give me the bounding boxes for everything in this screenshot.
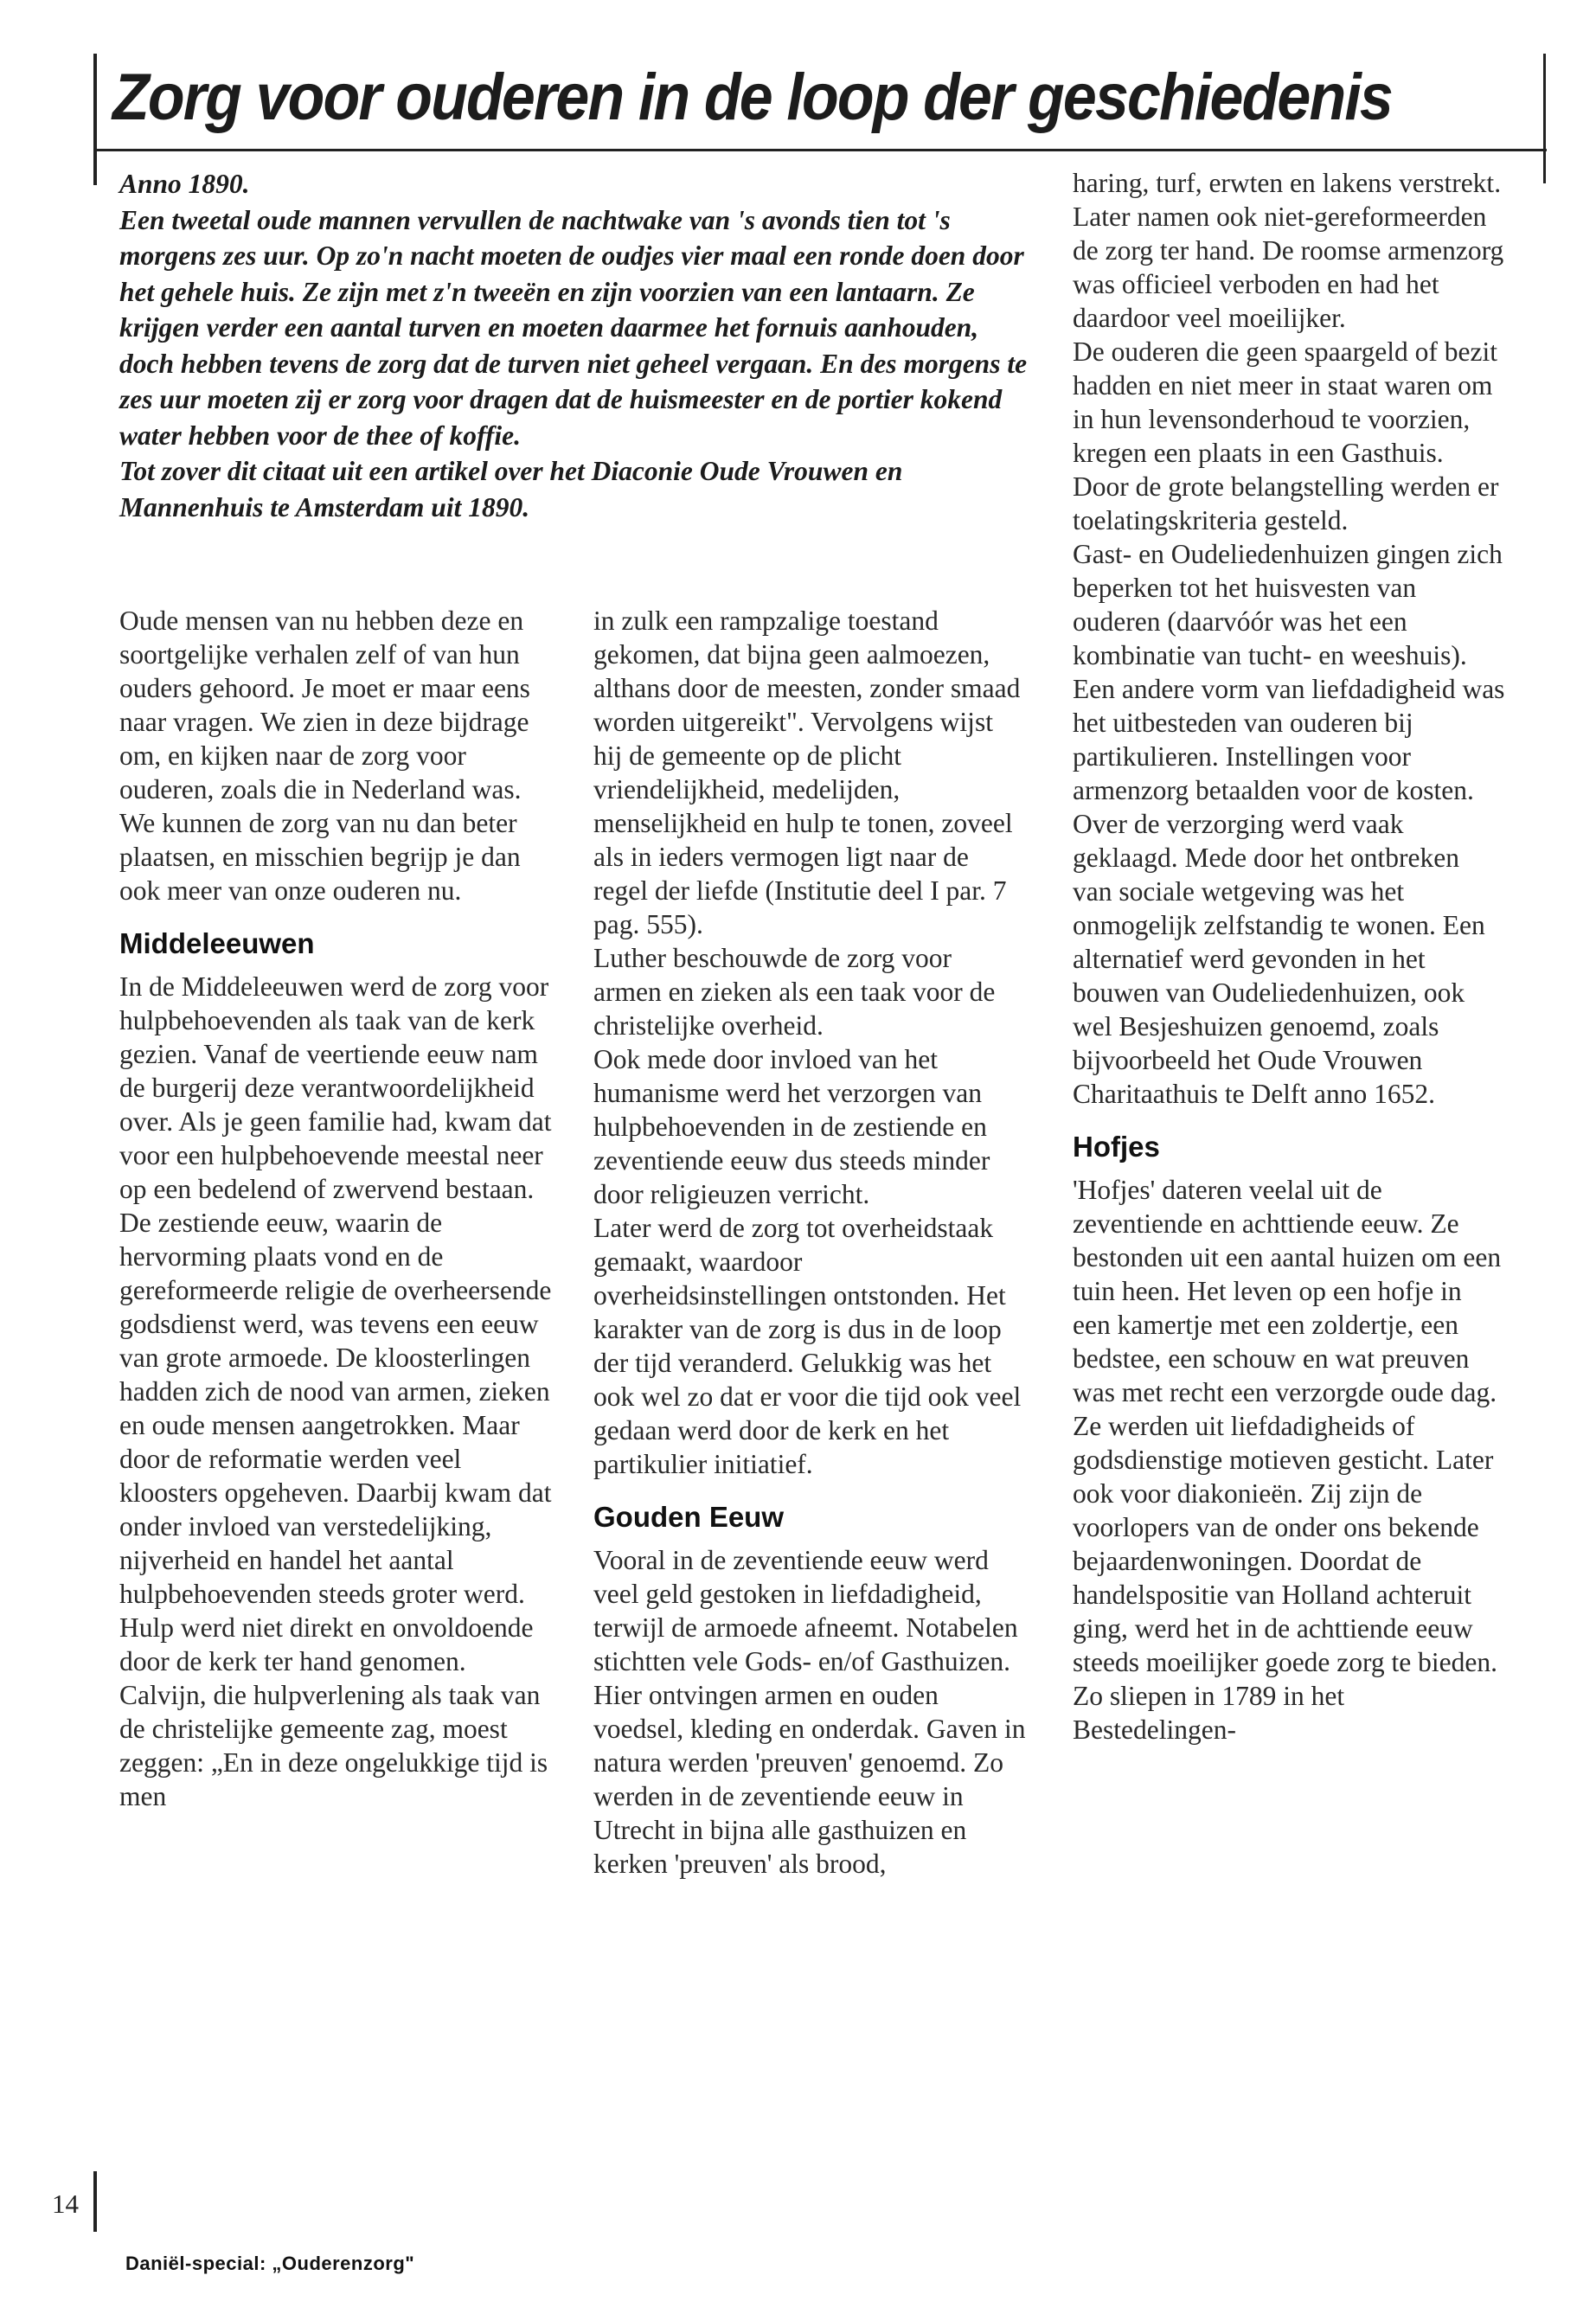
title-underline [93, 149, 1547, 151]
paragraph: Later werd de zorg tot overheidstaak gemaakt, waardoor overheidsinstellingen ontstonden. Het karakter van de zorg is dus in de loop der tijd veranderd. Gelukkig was het ook wel zo dat er voor die tijd ook veel gedaan werd door de kerk en het partikulier initiatief. [593, 1213, 1022, 1479]
paragraph: De zestiende eeuw, waarin de hervorming plaats vond en de gereformeerde religie de overheersende godsdienst werd, was tevens een eeuw van grote armoede. De kloosterlingen hadden zich de nood van armen, zieken en oude mensen aangetrokken. Maar door de reformatie werden veel kloosters opgeheven. Daarbij kwam dat onder invloed van verstedelijking, nijverheid en handel het aantal hulpbehoevenden steeds groter werd. Hulp werd niet direkt en onvoldoende door de kerk ter hand genomen. Calvijn, die hulpverlening als taak van de christelijke gemeente zag, moest zeggen: „En in deze ongelukkige tijd is men [119, 1208, 552, 1811]
heading-gouden-eeuw: Gouden Eeuw [593, 1501, 785, 1533]
intro-quote [119, 166, 1036, 525]
column-2 [593, 604, 1026, 1881]
heading-middeleeuwen: Middeleeuwen [119, 927, 315, 959]
intro-source: Tot zover dit citaat uit een artikel over het Diaconie Oude Vrouwen en Mannenhuis te Amsterdam uit 1890. [119, 456, 903, 522]
column-1 [119, 604, 552, 1813]
paragraph: Luther beschouwde de zorg voor armen en zieken als een taak voor de christelijke overheid. [593, 943, 996, 1041]
paragraph: Ook mede door invloed van het humanisme werd het verzorgen van hulpbehoevenden in de zestiende en zeventiende eeuw dus steeds minder door religieuzen verricht. [593, 1044, 990, 1209]
paragraph: haring, turf, erwten en lakens verstrekt. [1073, 168, 1502, 198]
paragraph: Een andere vorm van liefdadigheid was het uitbesteden van ouderen bij partikulieren. Instellingen voor armenzorg betaalden voor de kosten. Over de verzorging werd vaak geklaagd. Mede door het ontbreken van sociale wetgeving was het onmogelijk zelfstandig te wonen. Een alternatief werd gevonden in het bouwen van Oudeliedenhuizen, ook wel Besjeshuizen genoemd, zoals bijvoorbeeld het Oude Vrouwen Charitaathuis te Delft anno 1652. [1073, 674, 1505, 1109]
paragraph: in zulk een rampzalige toestand gekomen, dat bijna geen aalmoezen, althans door de meesten, zonder smaad worden uitgereikt". Vervolgens wijst hij de gemeente op de plicht vriendelijkheid, medelijden, menselijkheid en hulp te tonen, zoveel als in ieders vermogen ligt naar de regel der liefde (Institutie deel I par. 7 pag. 555). [593, 606, 1021, 939]
paragraph: 'Hofjes' dateren veelal uit de zeventiende en achttiende eeuw. Ze bestonden uit een aantal huizen om een tuin heen. Het leven op een hofje in een kamertje met een zoldertje, een bedstee, een schouw en wat preuven was met recht een verzorgde oude dag. Ze werden uit liefdadigheids of godsdienstige motieven gesticht. Later ook voor diakonieën. Zij zijn de voorlopers van de onder ons bekende bejaardenwoningen. Doordat de handelspositie van Holland achteruit ging, werd het in de achttiende eeuw steeds moeilijker goede zorg te bieden. Zo sliepen in 1789 in het Bestedelingen- [1073, 1175, 1502, 1745]
article-title: Zorg voor ouderen in de loop der geschiedenis [112, 61, 1392, 134]
paragraph: Oude mensen van nu hebben deze en soortgelijke verhalen zelf of van hun ouders gehoord. Je moet er maar eens naar vragen. We zien in deze bijdrage om, en kijken naar de zorg voor ouderen, zoals die in Nederland was. We kunnen de zorg van nu dan beter plaatsen, en misschien begrijp je dan ook meer van onze ouderen nu. [119, 606, 530, 906]
page-number-rule [93, 2171, 97, 2232]
heading-hofjes: Hofjes [1073, 1131, 1160, 1163]
paragraph: Later namen ook niet-gereformeerden de zorg ter hand. De roomse armenzorg was officieel verboden en had het daardoor veel moeilijker. [1073, 202, 1504, 333]
paragraph: Gast- en Oudeliedenhuizen gingen zich beperken tot het huisvesten van ouderen (daarvóór was het een kombinatie van tucht- en weeshuis). [1073, 539, 1503, 670]
paragraph: De ouderen die geen spaargeld of bezit hadden en niet meer in staat waren om in hun levensonderhoud te voorzien, kregen een plaats in een Gasthuis. Door de grote belangstelling werden er toelatingskriteria gesteld. [1073, 336, 1499, 535]
intro-body: Een tweetal oude mannen vervullen de nachtwake van 's avonds tien tot 's morgens zes uur. Op zo'n nacht moeten de oudjes vier maal een ronde doen door het gehele huis. Ze zijn met z'n tweeën en zijn voorzien van een lantaarn. Ze krijgen verder een aantal turven en moeten daarmee het fornuis aanhouden, doch hebben tevens de zorg dat de turven niet geheel vergaan. En des morgens te zes uur moeten zij er zorg voor dragen dat de huismeester en de portier kokend water hebben voor de thee of koffie. [119, 204, 1028, 451]
paragraph: Vooral in de zeventiende eeuw werd veel geld gestoken in liefdadigheid, terwijl de armoede afneemt. Notabelen stichtten vele Gods- en/of Gasthuizen. Hier ontvingen armen en ouden voedsel, kleding en onderdak. Gaven in natura werden 'preuven' genoemd. Zo werden in de zeventiende eeuw in Utrecht in bijna alle gasthuizen en kerken 'preuven' als brood, [593, 1545, 1026, 1879]
column-3 [1073, 166, 1505, 1747]
paragraph: In de Middeleeuwen werd de zorg voor hulpbehoevenden als taak van de kerk gezien. Vanaf de veertiende eeuw nam de burgerij deze verantwoordelijkheid over. Als je geen familie had, kwam dat voor een hulpbehoevende meestal neer op een bedelend of zwervend bestaan. [119, 971, 552, 1204]
right-margin-rule [1543, 54, 1546, 183]
page-number: 14 [52, 2189, 79, 2219]
left-margin-rule [93, 54, 97, 185]
intro-year: Anno 1890. [119, 169, 250, 199]
footer-label: Daniël-special: „Ouderenzorg" [125, 2253, 415, 2274]
